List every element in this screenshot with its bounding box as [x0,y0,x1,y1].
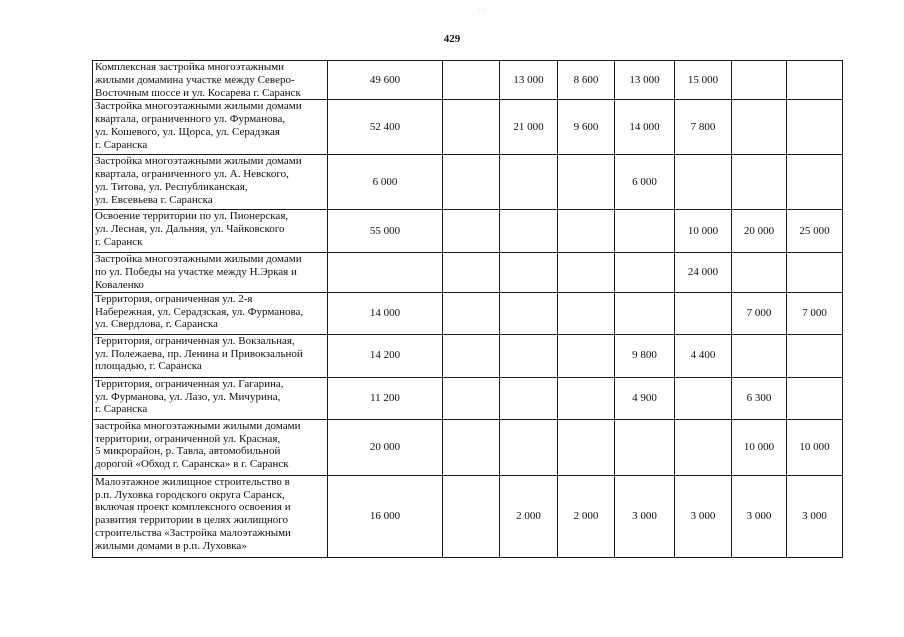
year-amount-cell: 10 000 [787,419,843,475]
project-name-cell [93,155,328,210]
total-amount-cell: 52 400 [328,100,443,155]
year-amount-cell [787,61,843,100]
table-row [93,155,843,210]
page-number: 429 [443,33,461,45]
year-amount-cell: 3 000 [675,475,732,557]
year-amount-cell: 24 000 [675,253,732,292]
year-amount-cell [675,419,732,475]
year-amount-cell [787,155,843,210]
project-name-line: ул. Кошевого, ул. Щорса, ул. Серадзкая [95,125,280,138]
year-amount-cell: 3 000 [615,475,675,557]
year-amount-cell [675,155,732,210]
year-amount-cell [787,100,843,155]
scan-artifact: · · [478,6,485,14]
year-amount-cell: 13 000 [500,61,558,100]
year-amount-cell [675,292,732,334]
project-name-line: Застройка многоэтажными жилыми домами [95,253,302,266]
project-name-cell [93,292,328,334]
project-name-cell [93,100,328,155]
year-amount-cell [615,292,675,334]
year-amount-cell: 7 000 [732,292,787,334]
budget-table [92,60,843,558]
project-name-line: Территория, ограниченная ул. Гагарина, [95,377,284,390]
project-name-line: Освоение территории по ул. Пионерская, [95,210,289,223]
project-name-line: ул. Свердлова, г. Саранска [95,318,218,331]
year-amount-cell [787,334,843,377]
year-amount-cell [500,253,558,292]
year-amount-cell: 20 000 [732,210,787,253]
table-row [93,61,843,100]
project-name-line: Территория, ограниченная ул. Вокзальная, [95,334,295,347]
project-name-line: Малоэтажное жилищное строительство в [95,475,290,488]
project-name-line: 5 микрорайон, р. Тавла, автомобильной [95,445,281,458]
year-amount-cell [443,210,500,253]
project-name-line: строительства «Застройка малоэтажными [95,526,291,539]
project-name-line: Коваленко [95,278,144,291]
year-amount-cell [500,377,558,419]
project-name-line: квартала, ограниченного ул. Фурманова, [95,113,286,126]
project-name-line: дорогой «Обход г. Саранска» в г. Саранск [95,458,289,471]
year-amount-cell [443,100,500,155]
year-amount-cell: 4 900 [615,377,675,419]
year-amount-cell: 6 300 [732,377,787,419]
year-amount-cell [443,155,500,210]
year-amount-cell: 4 400 [675,334,732,377]
year-amount-cell: 8 600 [558,61,615,100]
project-name-line: Территория, ограниченная ул. 2-я [95,292,253,305]
project-name-cell [93,419,328,475]
project-name-line: ул. Лесная, ул. Дальняя, ул. Чайковского [95,223,285,236]
year-amount-cell [500,292,558,334]
year-amount-cell: 2 000 [558,475,615,557]
year-amount-cell [732,155,787,210]
year-amount-cell: 7 000 [787,292,843,334]
year-amount-cell [443,475,500,557]
table-row [93,100,843,155]
table-row [93,334,843,377]
project-name-line: Застройка многоэтажными жилыми домами [95,100,302,113]
project-name-line: г. Саранска [95,403,148,416]
year-amount-cell [732,100,787,155]
total-amount-cell: 14 000 [328,292,443,334]
table-row [93,253,843,292]
project-name-line: ул. Евсевьева г. Саранска [95,193,213,206]
total-amount-cell: 11 200 [328,377,443,419]
year-amount-cell [558,210,615,253]
project-name-line: р.п. Луховка городского округа Саранск, [95,488,285,501]
year-amount-cell [732,61,787,100]
project-name-line: ул. Фурманова, ул. Лазо, ул. Мичурина, [95,390,281,403]
year-amount-cell [500,155,558,210]
year-amount-cell [443,61,500,100]
project-name-line: г. Саранска [95,138,148,151]
year-amount-cell [615,253,675,292]
table-body [93,61,843,558]
total-amount-cell: 16 000 [328,475,443,557]
year-amount-cell: 7 800 [675,100,732,155]
project-name-line: Комплексная застройка многоэтажными [95,61,285,73]
project-name-line: Набережная, ул. Серадзская, ул. Фурманова, [95,305,304,318]
year-amount-cell: 13 000 [615,61,675,100]
year-amount-cell [558,334,615,377]
year-amount-cell [443,377,500,419]
year-amount-cell [615,210,675,253]
year-amount-cell [675,377,732,419]
table-row [93,292,843,334]
year-amount-cell [615,419,675,475]
project-name-cell [93,377,328,419]
year-amount-cell: 25 000 [787,210,843,253]
project-name-line: ул. Титова, ул. Республиканская, [95,180,248,193]
project-name-cell [93,253,328,292]
project-name-cell [93,210,328,253]
year-amount-cell: 6 000 [615,155,675,210]
project-name-cell [93,334,328,377]
project-name-line: включая проект комплексного освоения и [95,501,291,514]
project-name-line: квартала, ограниченного ул. А. Невского, [95,168,289,181]
year-amount-cell [732,253,787,292]
year-amount-cell: 3 000 [732,475,787,557]
project-name-cell [93,61,328,100]
project-name-line: Восточным шоссе и ул. Косарева г. Саранск [95,86,301,99]
year-amount-cell [443,292,500,334]
year-amount-cell: 21 000 [500,100,558,155]
year-amount-cell [443,419,500,475]
year-amount-cell [443,253,500,292]
year-amount-cell: 10 000 [675,210,732,253]
table-row [93,210,843,253]
year-amount-cell [558,292,615,334]
year-amount-cell [558,253,615,292]
year-amount-cell [558,377,615,419]
year-amount-cell: 3 000 [787,475,843,557]
project-name-line: застройка многоэтажными жилыми домами [95,419,301,432]
year-amount-cell: 15 000 [675,61,732,100]
year-amount-cell [443,334,500,377]
project-name-cell [93,475,328,557]
year-amount-cell [558,419,615,475]
year-amount-cell: 14 000 [615,100,675,155]
table-row [93,377,843,419]
year-amount-cell: 9 600 [558,100,615,155]
total-amount-cell: 20 000 [328,419,443,475]
project-name-line: жилыми домами в р.п. Луховка» [95,539,247,552]
project-name-line: по ул. Победы на участке между Н.Эркая и [95,266,297,279]
year-amount-cell [787,253,843,292]
year-amount-cell [732,334,787,377]
project-name-line: г. Саранск [95,235,143,248]
year-amount-cell: 9 800 [615,334,675,377]
table-row [93,419,843,475]
year-amount-cell: 10 000 [732,419,787,475]
project-name-line: Застройка многоэтажными жилыми домами [95,155,302,168]
project-name-line: ул. Полежаева, пр. Ленина и Привокзальной [95,347,303,360]
project-name-line: развития территории в целях жилищного [95,514,289,527]
total-amount-cell: 6 000 [328,155,443,210]
project-name-line: территории, ограниченной ул. Красная, [95,432,281,445]
year-amount-cell [500,419,558,475]
total-amount-cell: 55 000 [328,210,443,253]
table-row [93,475,843,557]
year-amount-cell [500,334,558,377]
project-name-line: площадью, г. Саранска [95,360,202,373]
year-amount-cell [500,210,558,253]
total-amount-cell: 49 600 [328,61,443,100]
project-name-line: жилыми домамина участке между Северо- [95,73,295,86]
total-amount-cell [328,253,443,292]
total-amount-cell: 14 200 [328,334,443,377]
year-amount-cell [787,377,843,419]
year-amount-cell [558,155,615,210]
year-amount-cell: 2 000 [500,475,558,557]
